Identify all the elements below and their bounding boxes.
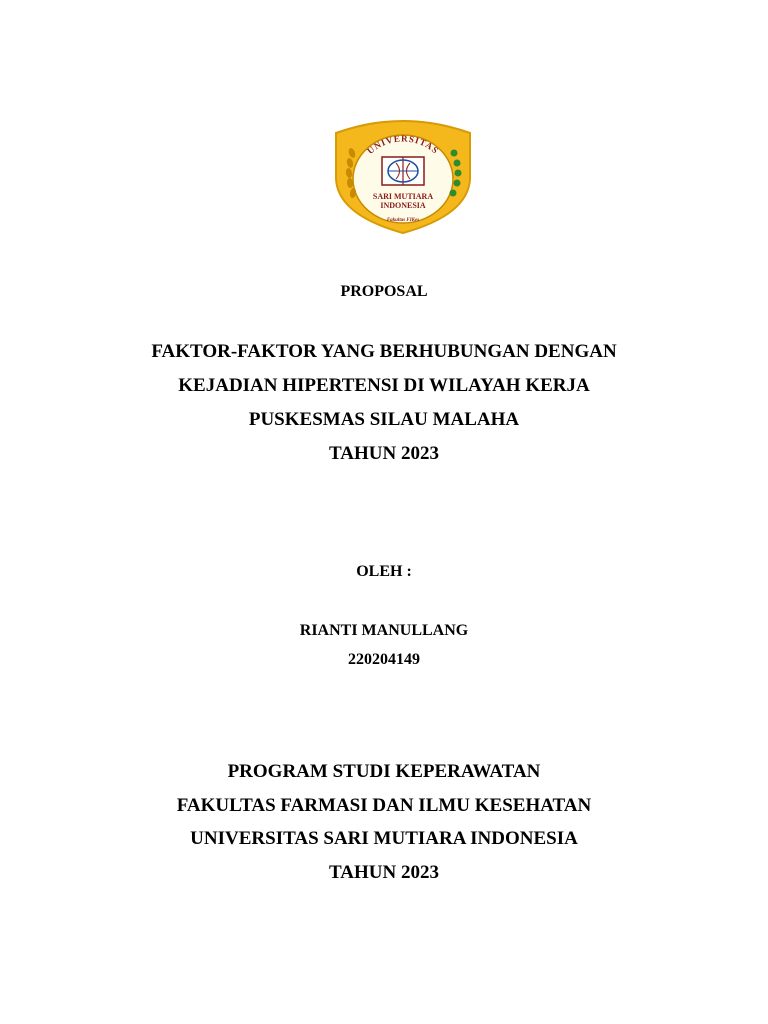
institution-line-1: PROGRAM STUDI KEPERAWATAN (227, 761, 541, 782)
title-line-3: PUSKESMAS SILAU MALAHA (248, 409, 520, 430)
student-id: 220204149 (348, 651, 420, 668)
title-line-2: KEJADIAN HIPERTENSI DI WILAYAH KERJA (178, 375, 590, 396)
logo-arc-text: UNIVERSITAS (365, 133, 441, 157)
university-logo (330, 115, 476, 235)
institution-line-3: UNIVERSITAS SARI MUTIARA INDONESIA (190, 828, 578, 849)
institution-line-4: TAHUN 2023 (329, 862, 439, 883)
title-line-4: TAHUN 2023 (329, 443, 439, 464)
by-label: OLEH : (356, 563, 412, 580)
logo-name-line1: SARI MUTIARA (372, 192, 434, 201)
title-line-1: FAKTOR-FAKTOR YANG BERHUBUNGAN DENGAN (151, 341, 617, 362)
institution-line-2: FAKULTAS FARMASI DAN ILMU KESEHATAN (176, 795, 592, 816)
logo-name-line2: INDONESIA (380, 201, 426, 210)
globe-book-icon (382, 157, 424, 185)
logo-faculty: Fakultas FIKes (386, 218, 420, 223)
author-name: RIANTI MANULLANG (299, 622, 469, 639)
document-type-label: PROPOSAL (340, 283, 428, 300)
